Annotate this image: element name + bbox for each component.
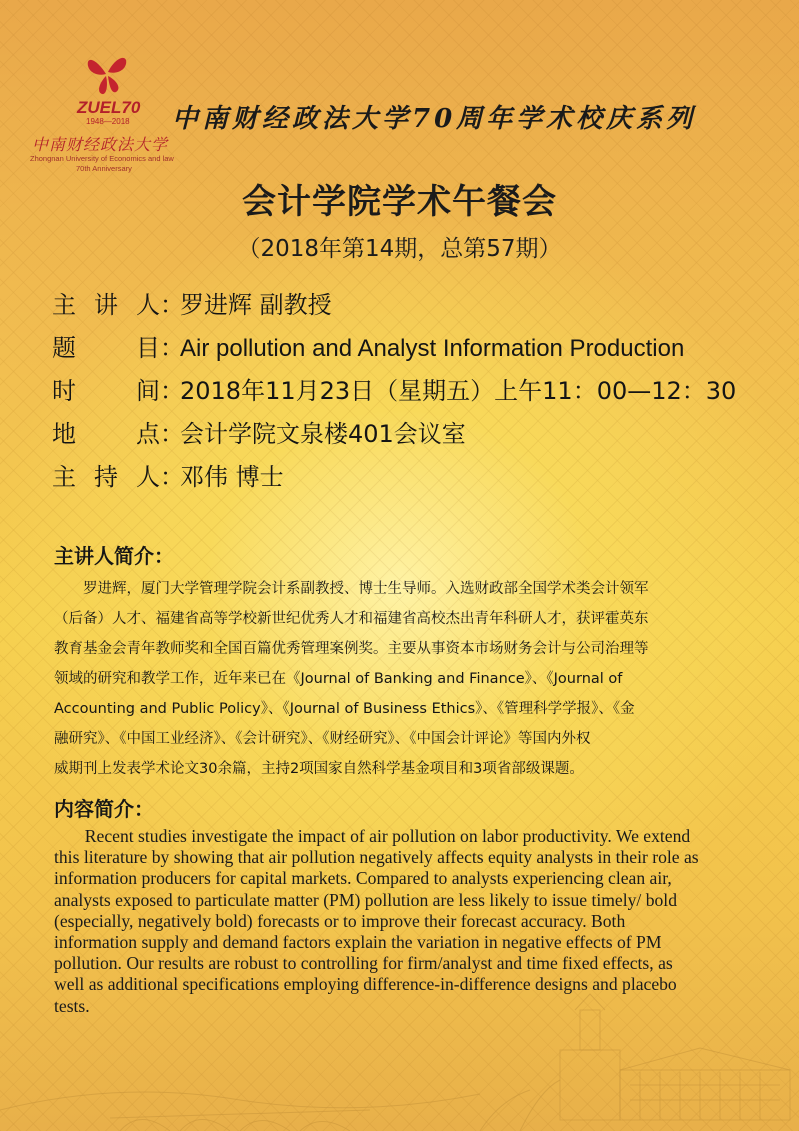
bio-line: 教育基金会青年教师奖和全国百篇优秀管理案例奖。主要从事资本市场财务会计与公司治理等 <box>54 641 649 657</box>
bio-line: 威期刊上发表学术论文30余篇，主持2项国家自然科学基金项目和3项省部级课题。 <box>54 761 584 777</box>
poster-title: 会计学院学术午餐会 <box>242 182 557 222</box>
abstract-line: well as additional specifications employing difference-in-difference designs and placebo <box>54 974 677 995</box>
logo-english-name: Zhongnan University of Economics and law <box>30 154 174 163</box>
bio-line: 领域的研究和教学工作，近年来已在《Journal of Banking and Finance》、《Journal of <box>54 671 623 687</box>
abstract-heading: 内容简介： <box>54 797 154 821</box>
poster-subtitle: （2018年第14期，总第57期） <box>237 236 562 262</box>
logo-zuel-text: ZUEL70 <box>77 98 141 117</box>
bio-line: （后备）人才、福建省高等学校新世纪优秀人才和福建省高校杰出青年科研人才，获评霍英东 <box>54 611 649 627</box>
campus-illustration <box>0 990 799 1131</box>
abstract-line: (especially, negatively bold) forecasts or to improve their forecast accuracy. Both <box>54 910 626 931</box>
info-label: 题目 <box>52 334 160 362</box>
bio-line: 罗进辉，厦门大学管理学院会计系副教授、博士生导师。入选财政部全国学术类会计领军 <box>54 581 649 597</box>
abstract-text <box>54 826 748 1017</box>
bio-line: Accounting and Public Policy》、《Journal of Business Ethics》、《管理科学学报》、《金 <box>54 701 635 717</box>
speaker-value: 罗进辉 副教授 <box>180 291 332 319</box>
series-title: 中南财经政法大学70周年学术校庆系列 <box>172 104 697 134</box>
info-label: 地点 <box>52 420 160 448</box>
topic-value: Air pollution and Analyst Information Production <box>180 335 685 362</box>
info-row-location: 地点 ： 会计学院文泉楼401会议室 <box>52 414 772 457</box>
speaker-bio-heading: 主讲人简介： <box>54 544 174 568</box>
abstract-line: tests. <box>54 995 90 1016</box>
abstract-line: pollution. Our results are robust to controlling for firm/analyst and time fixed effects, as <box>54 953 673 974</box>
host-value: 邓伟 博士 <box>180 463 284 491</box>
info-row-speaker: 主讲人 ： 罗进辉 副教授 <box>52 285 772 328</box>
info-row-time: 时间 ： 2018年11月23日（星期五）上午11：00—12：30 <box>52 371 772 414</box>
abstract-line: information supply and demand factors explain the variation in negative effects of PM <box>54 932 662 953</box>
abstract-line: analysts exposed to particulate matter (PM) pollution are less likely to issue timely/ bold <box>54 889 677 910</box>
bio-line: 融研究》、《中国工业经济》、《会计研究》、《财经研究》、《中国会计评论》等国内外权 <box>54 731 591 747</box>
event-info <box>52 285 772 500</box>
abstract-line: information producers for capital markets. Compared to analysts experiencing clean air, <box>54 868 672 889</box>
location-value: 会计学院文泉楼401会议室 <box>180 420 466 448</box>
time-value: 2018年11月23日（星期五）上午11：00—12：30 <box>180 377 737 405</box>
info-row-host: 主持人 ： 邓伟 博士 <box>52 457 772 500</box>
logo-anniversary: 70th Anniversary <box>76 164 132 173</box>
speaker-bio <box>54 574 748 784</box>
info-label: 主持人 <box>52 463 160 491</box>
abstract-line: this literature by showing that air pollution negatively affects equity analysts in their role as <box>54 847 699 868</box>
abstract-line: Recent studies investigate the impact of air pollution on labor productivity. We extend <box>54 826 691 846</box>
logo-years: 1948—2018 <box>86 117 130 126</box>
logo-mark-icon <box>82 52 132 96</box>
info-row-topic: 题目 ： Air pollution and Analyst Information Production <box>52 328 772 371</box>
university-logo <box>30 52 180 182</box>
info-label: 主讲人 <box>52 291 160 319</box>
info-label: 时间 <box>52 377 160 405</box>
logo-chinese-name: 中南财经政法大学 <box>32 135 169 154</box>
